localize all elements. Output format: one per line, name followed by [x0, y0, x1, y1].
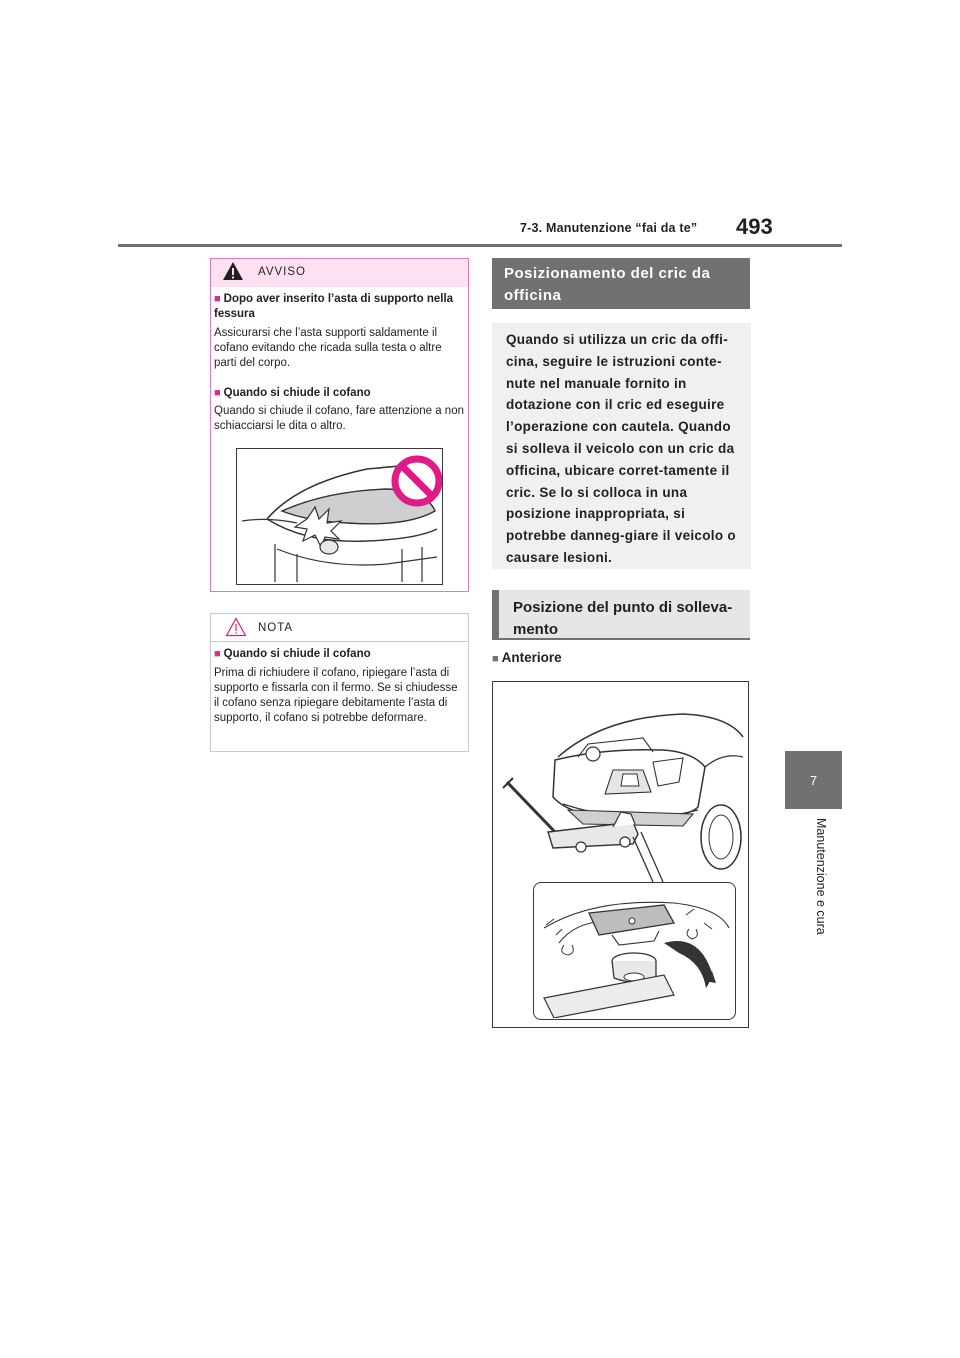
warning-item-body: Quando si chiude il cofano, fare attenzione a non schiacciarsi le dita o altro. [214, 405, 464, 432]
chapter-tab [785, 751, 842, 809]
warning-title: AVVISO [258, 266, 306, 278]
header-rule [118, 244, 842, 247]
section-title: 7-3. Manutenzione “fai da te” [520, 221, 698, 235]
notice-title: NOTA [258, 622, 294, 634]
jack-section-title: Posizionamento del cric da officina [492, 258, 750, 309]
bullet-square-icon: ■ [492, 653, 499, 665]
hood-closing-illustration [236, 448, 443, 585]
warning-item-heading: ■ Quando si chiude il cofano [214, 387, 371, 399]
warning-header [211, 259, 468, 287]
lift-point-section-title: Posizione del punto di solleva-mento [492, 590, 750, 640]
caution-triangle-icon [225, 617, 247, 642]
chapter-number: 7 [809, 772, 818, 788]
notice-divider [211, 641, 468, 642]
warning-item-heading: ■ Dopo aver inserito l’asta di supporto nella fessura [214, 293, 454, 320]
bullet-square-icon: ■ [214, 387, 221, 399]
lift-point-detail-inset [533, 882, 736, 1020]
front-subheading: ■ Anteriore [492, 650, 562, 665]
notice-item-body: Prima di richiudere il cofano, ripiegare l’asta di supporto e fissarla con il fermo. Se si chiudesse il cofano senza ripiegare debitamente l’asta di supporto, il cofano si potrebbe deformare. [214, 667, 458, 724]
bullet-square-icon: ■ [214, 648, 221, 660]
page-number: 493 [736, 214, 773, 239]
jack-section-intro: Quando si utilizza un cric da offi-cina, seguire le istruzioni conte-nute nel manuale fornito in dotazione con il cric ed eseguire l’operazione con cautela. Quando si solleva il veicolo con un cric da officina, ubicare corret-tamente il cric. Se lo si colloca in una posizione inappropriata, si potrebbe danneg-giare il veicolo o causare lesioni. [492, 323, 751, 569]
warning-item-body: Assicurarsi che l’asta supporti saldamente il cofano evitando che ricada sulla testa o altre parti del corpo. [214, 327, 442, 369]
notice-item-heading: ■ Quando si chiude il cofano [214, 648, 371, 660]
bullet-square-icon: ■ [214, 293, 221, 305]
warning-triangle-icon [222, 261, 244, 286]
chapter-label: Manutenzione e cura [814, 818, 828, 935]
